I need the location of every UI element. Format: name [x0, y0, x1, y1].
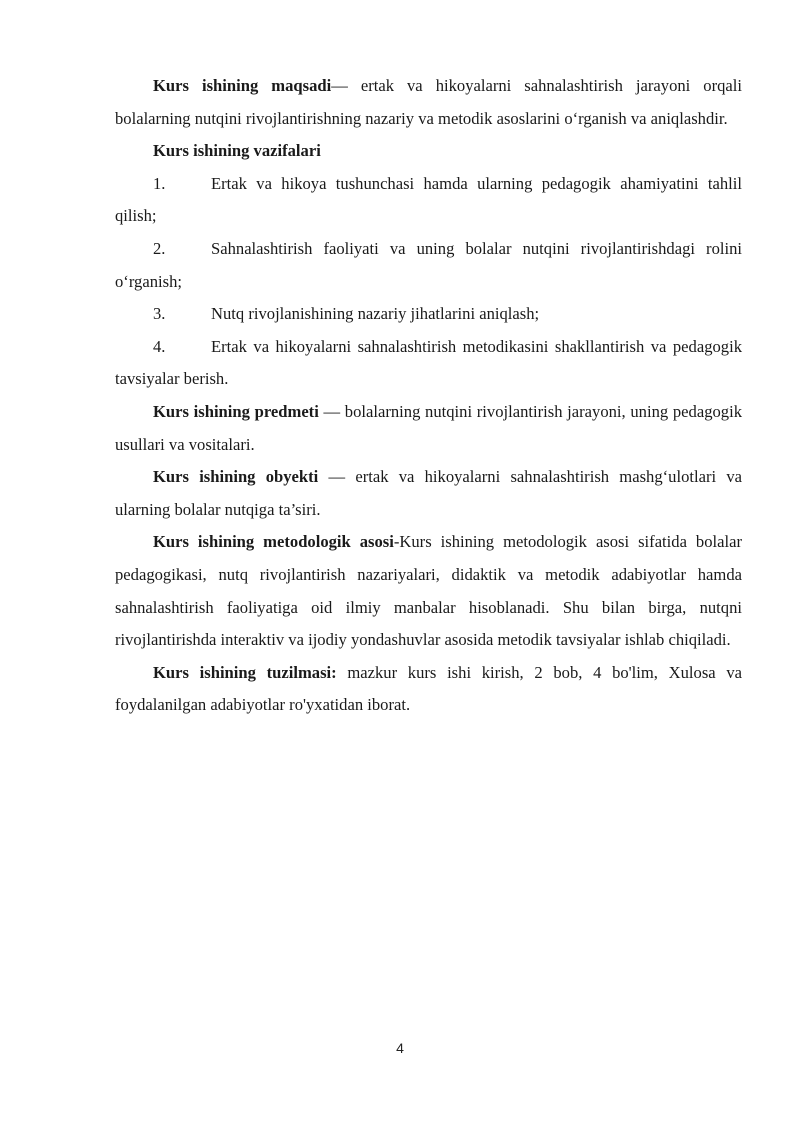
goal-paragraph: [115, 70, 742, 135]
task-item-3: [115, 298, 742, 331]
task-item-1: [115, 168, 742, 233]
tasks-heading-paragraph: [115, 135, 742, 168]
task-number: 3.: [153, 304, 166, 324]
task-number: 1.: [153, 173, 166, 193]
subject-paragraph: [115, 396, 742, 461]
structure-label: Kurs ishining tuzilmasi:: [153, 662, 337, 682]
document-body: [115, 70, 742, 722]
task-text: Ertak va hikoyalarni sahnalashtirish metodikasini shakllantirish va pedagogik tavsiyalar berish.: [115, 336, 742, 389]
goal-text: — ertak va hikoyalarni sahnalashtirish jarayoni orqali bolalarning nutqini rivojlantirishning nazariy va metodik asoslarini o‘rganish va aniqlashdir.: [115, 76, 743, 128]
methodology-paragraph: [115, 526, 742, 656]
task-item-4: [115, 331, 742, 396]
page-number: 4: [396, 1040, 404, 1056]
task-text: Sahnalashtirish faoliyati va uning bolalar nutqini rivojlantirishdagi rolini o‘rganish;: [115, 238, 742, 291]
methodology-text: -Kurs ishining metodologik asosi sifatida bolalar pedagogikasi, nutq rivojlantirish nazariyalari, didaktik va metodik adabiyotlar hamda sahnalashtirish faoliyatiga oid ilmiy manbalar hisoblanadi. Shu bilan birga, nutqni rivojlantirishda interaktiv va ijodiy yondashuvlar asosida metodik tavsiyalar ishlab chiqiladi.: [115, 532, 742, 650]
task-item-2: [115, 233, 742, 298]
task-number: 2.: [153, 238, 166, 258]
task-number: 4.: [153, 336, 166, 356]
task-text: Nutq rivojlanishining nazariy jihatlarini aniqlash;: [211, 304, 540, 324]
object-paragraph: [115, 461, 742, 526]
object-text: — ertak va hikoyalarni sahnalashtirish mashg‘ulotlari va ularning bolalar nutqiga ta’siri.: [115, 467, 742, 519]
goal-label: Kurs ishining maqsadi: [153, 76, 332, 95]
tasks-heading: Kurs ishining vazifalari: [153, 141, 321, 161]
structure-text: mazkur kurs ishi kirish, 2 bob, 4 bo'lim, Xulosa va foydalanilgan adabiyotlar ro'yxatidan iborat.: [115, 662, 742, 715]
object-label: Kurs ishining obyekti: [153, 467, 319, 487]
structure-paragraph: [115, 657, 742, 722]
subject-text: — bolalarning nutqini rivojlantirish jarayoni, uning pedagogik usullari va vositalari.: [115, 401, 742, 454]
task-text: Ertak va hikoya tushunchasi hamda ularning pedagogik ahamiyatini tahlil qilish;: [115, 173, 742, 226]
methodology-label: Kurs ishining metodologik asosi: [153, 532, 394, 552]
subject-label: Kurs ishining predmeti: [153, 401, 319, 421]
